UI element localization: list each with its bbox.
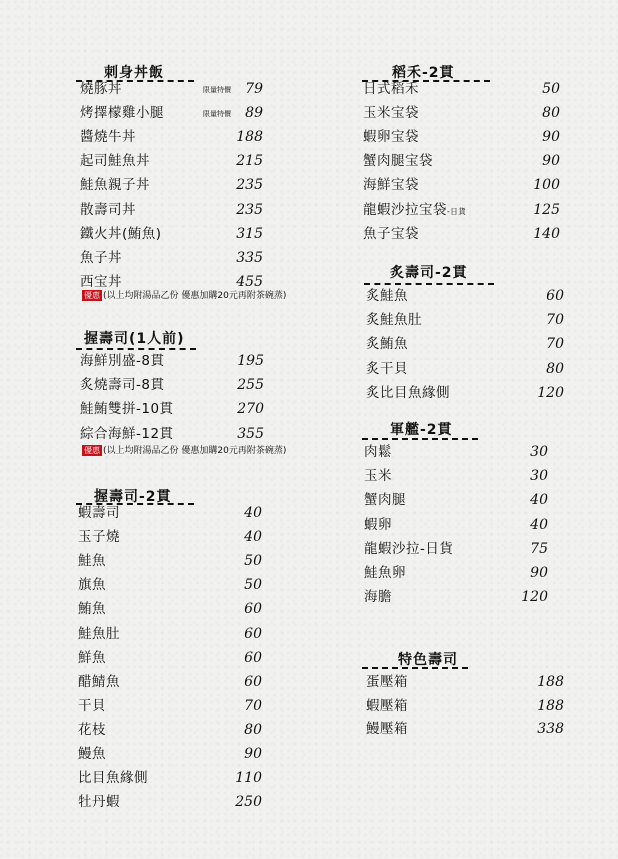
menu-item-price: 270 [237,401,264,418]
menu-item-price: 255 [237,377,264,394]
menu-item-price: 90 [530,565,548,581]
menu-item-name: 蟹肉腿 [364,492,406,509]
menu-item-name: 龍蝦沙拉-日貨 [364,540,454,557]
section-title-special: 特色壽司 [398,652,458,668]
menu-item-price: 89 [245,105,263,122]
menu-item-price: 195 [237,353,264,369]
menu-item-name: 牡丹蝦 [78,794,120,811]
menu-item-name: 醬燒牛丼 [80,129,136,146]
menu-item-price: 235 [236,177,263,194]
menu-item-price: 235 [236,201,263,218]
menu-item-price: 80 [542,105,560,122]
menu-item-name: 蟹肉腿宝袋 [363,153,433,170]
menu-item-name: 鰻魚 [78,746,106,762]
menu-item-name: 蝦卵宝袋 [363,129,419,146]
section-title-aburi: 炙壽司-2貫 [390,265,468,281]
menu-item-name: 玉子燒 [78,529,120,546]
section-title-nigiri-set: 握壽司(1人前) [84,331,185,347]
menu-item-price: 70 [244,697,262,714]
menu-item-name: 海鮮宝袋 [363,177,419,194]
menu-item-price: 455 [236,273,263,290]
menu-item-name: 鮭鮪雙拼-10貫 [80,401,174,418]
menu-item-name: 鮮魚 [78,649,106,666]
menu-item-name: 西宝丼 [80,273,122,290]
note-text: (以上均附湯品乙份 優惠加購20元再附茶碗蒸) [103,291,287,301]
menu-item-price: 355 [237,425,264,442]
menu-item-name: 海鮮別盛-8貫 [80,353,165,369]
menu-item-price: 40 [530,492,548,509]
note-text: (以上均附湯品乙份 優惠加購20元再附茶碗蒸) [103,446,287,456]
menu-item-price: 315 [236,225,263,242]
menu-item-price: 40 [244,529,262,546]
menu-item-name: 烤擇檬雞小腿 [80,105,164,122]
section-title-nigiri-2: 握壽司-2貫 [94,489,172,505]
menu-item-price: 80 [546,360,564,377]
promo-badge: 優惠 [84,446,100,455]
menu-item-price: 140 [533,225,560,242]
menu-item-name: 鮪魚 [78,601,106,618]
menu-item-tag: 限量特價 [203,86,231,94]
menu-item-name: 蝦壽司 [78,505,120,521]
menu-item-name: 綜合海鮮-12貫 [80,425,174,442]
menu-item-price: 60 [244,649,262,666]
menu-item-name: 魚子丼 [80,249,122,266]
menu-item-name: 蝦壓箱 [366,697,408,714]
section-title-gunkan: 軍艦-2貫 [390,422,453,438]
section-divider [362,438,478,440]
menu-item-price: 30 [530,444,548,460]
menu-item-name: 蝦卵 [364,516,392,533]
menu-item-name: 蛋壓箱 [366,674,408,690]
menu-item-name: 鮭魚親子丼 [80,177,150,194]
menu-item-suffix: -日貨 [447,206,467,216]
section-divider [364,283,494,285]
menu-item-tag: 限量特價 [203,110,231,119]
menu-item-name: 起司鮭魚丼 [80,153,150,170]
menu-item-price: 70 [546,312,564,329]
menu-item-name: 鮭魚肚 [78,625,120,642]
menu-item-price: 188 [537,697,564,714]
menu-item-price: 60 [244,673,262,690]
section-divider [76,348,196,350]
menu-item-name: 炙鮭魚肚 [366,312,422,329]
menu-item-price: 79 [245,81,263,97]
menu-item-price: 90 [542,153,560,170]
section-title-sashimi: 刺身丼飯 [104,65,164,81]
section-note [82,290,286,302]
menu-item-name: 鰻壓箱 [366,721,408,737]
section-note [82,445,286,457]
menu-item-name: 散壽司丼 [80,201,136,218]
menu-item-price: 60 [244,601,262,618]
menu-item-name: 旗魚 [78,577,106,594]
menu-item-price: 120 [521,589,548,606]
menu-item-price: 50 [244,577,262,594]
menu-item-price: 120 [537,384,564,401]
menu-item-name: 干貝 [78,697,106,714]
menu-item-name: 鐵火丼(鮪魚) [80,225,162,242]
menu-item-name: 醋鯖魚 [78,673,120,690]
menu-item-name: 海膽 [364,589,392,606]
menu-item-name: 魚子宝袋 [363,225,419,242]
menu-item-name: 玉米宝袋 [363,105,419,122]
menu-item-price: 40 [244,505,262,521]
menu-item-name: 鮭魚 [78,553,106,570]
menu-item-price: 90 [244,746,262,762]
menu-item-price: 50 [542,81,560,97]
menu-item-name: 炙干貝 [366,360,408,377]
menu-item-price: 100 [533,177,560,194]
menu-item-price: 110 [235,770,262,787]
menu-item-price: 90 [542,129,560,146]
menu-item-price: 40 [530,516,548,533]
promo-badge: 優惠 [84,291,100,300]
menu-item-price: 50 [244,553,262,570]
menu-item-price: 188 [236,129,263,146]
menu-item-price: 188 [537,674,564,690]
menu-item-name: 比目魚緣側 [78,770,148,787]
menu-item-price: 125 [533,201,560,218]
menu-item-name: 日式稻禾 [363,81,419,97]
menu-item-name: 炙比目魚緣側 [366,384,450,401]
menu-item-name: 肉鬆 [364,444,392,460]
menu-item-name: 炙燒壽司-8貫 [80,377,165,394]
menu-item-price: 30 [530,468,548,485]
section-divider [362,667,468,669]
menu-item-price: 338 [537,721,564,737]
section-title-inari: 稻禾-2貫 [392,65,455,81]
menu-item-name: 炙鮪魚 [366,336,408,353]
menu-item-name: 炙鮭魚 [366,288,408,304]
menu-item-price: 60 [546,288,564,304]
menu-item-price: 250 [235,794,262,811]
menu-item-name: 龍蝦沙拉宝袋-日貨 [363,201,467,218]
menu-item-price: 75 [530,540,548,557]
menu-item-price: 60 [244,625,262,642]
menu-item-name: 花枝 [78,721,106,738]
menu-item-name: 燒豚丼 [80,81,122,97]
menu-item-name: 玉米 [364,468,392,485]
menu-item-price: 335 [236,249,263,266]
menu-item-price: 80 [244,721,262,738]
menu-item-price: 70 [546,336,564,353]
menu-item-name: 鮭魚卵 [364,565,406,581]
menu-item-price: 215 [236,153,263,170]
